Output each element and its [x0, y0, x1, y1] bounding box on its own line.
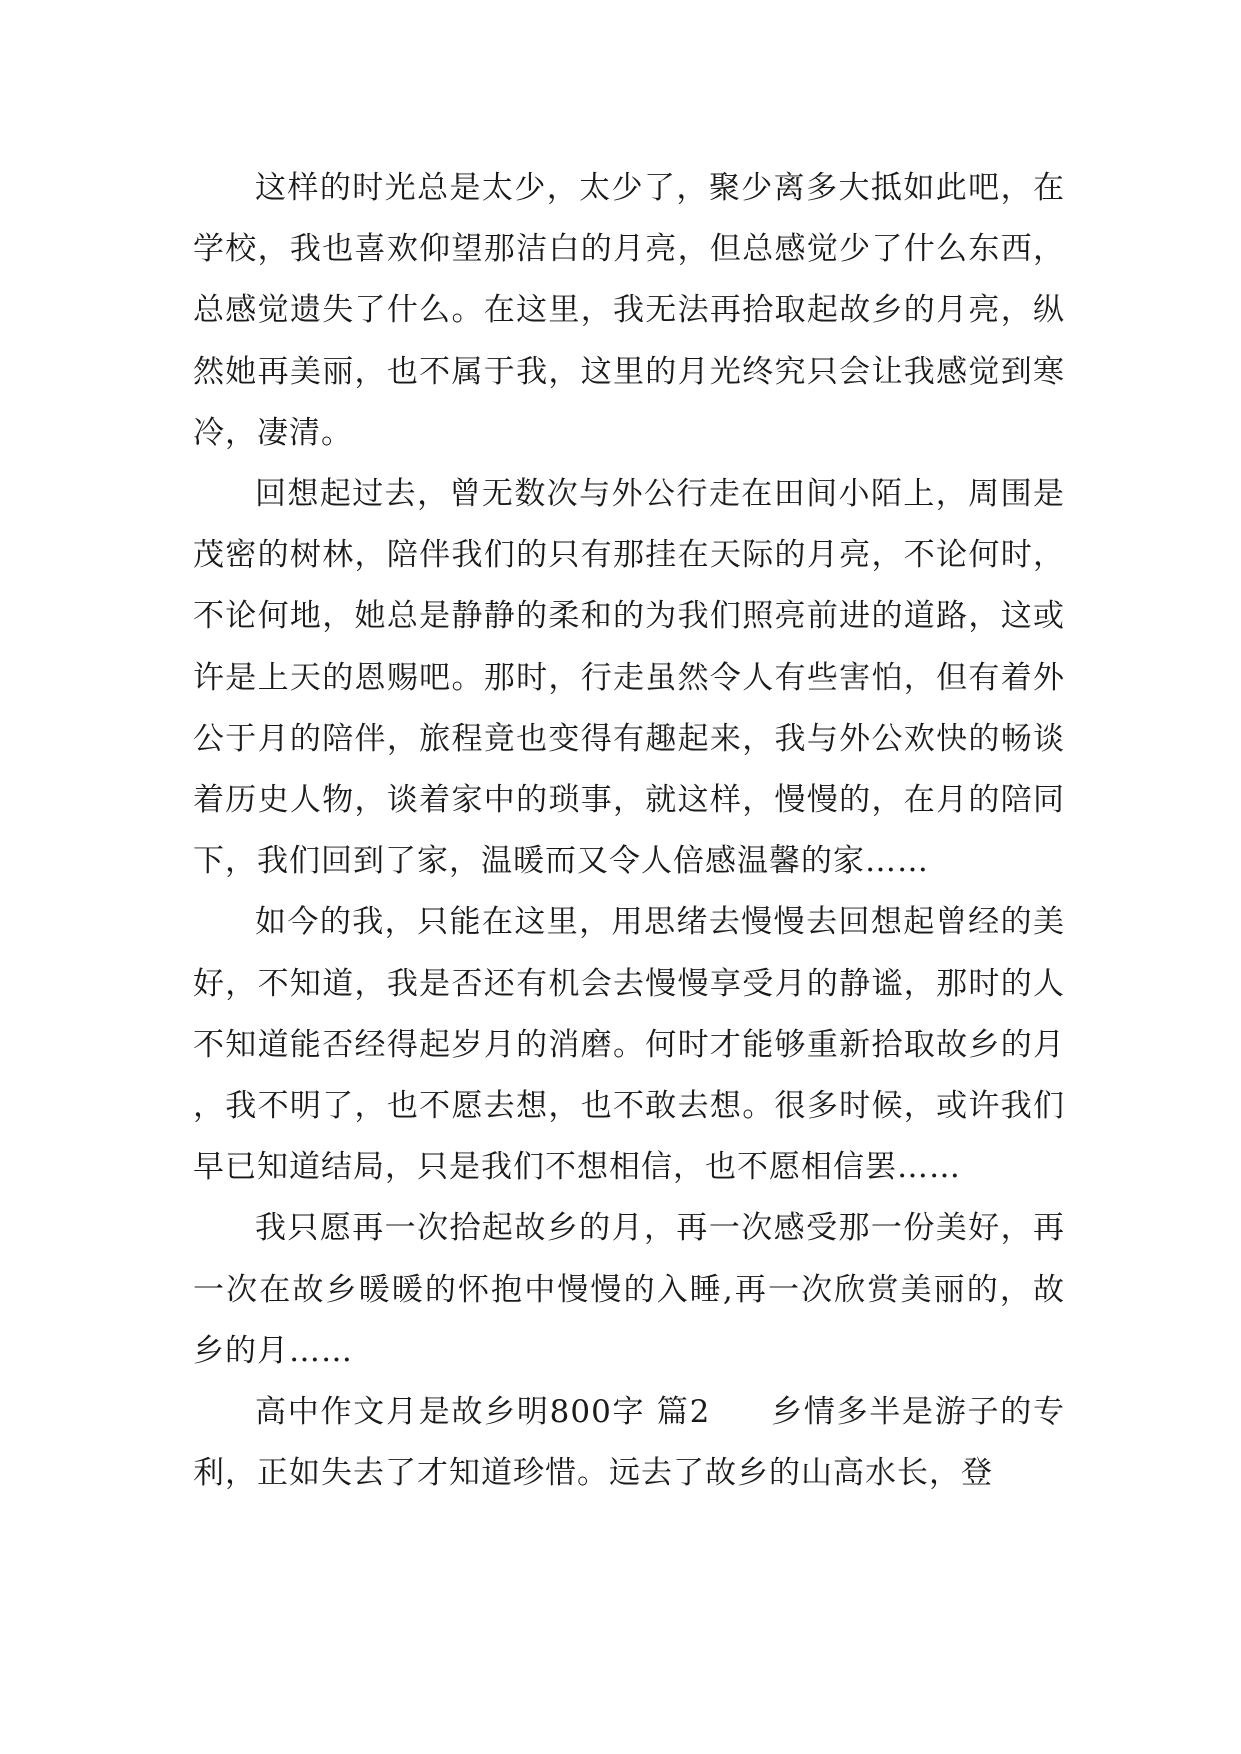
paragraph-2: 回想起过去，曾无数次与外公行走在田间小陌上，周围是茂密的树林，陪伴我们的只有那挂在天际的月亮，不论何时，不论何地，她总是静静的柔和的为我们照亮前进的道路，这或许是上天的恩赐吧。那时，行走虽然令人有些害怕，但有着外公于月的陪伴，旅程竟也变得有趣起来，我与外公欢快的畅谈着历史人物，谈着家中的琐事，就这样，慢慢的，在月的陪同下，我们回到了家，温暖而又令人倍感温馨的家…… — [193, 476, 1065, 880]
paragraph-1: 这样的时光总是太少，太少了，聚少离多大抵如此吧，在学校，我也喜欢仰望那洁白的月亮，但总感觉少了什么东西，总感觉遗失了什么。在这里，我无法再拾取起故乡的月亮，纵然她再美丽，也不属于我，这里的月光终究只会让我感觉到寒冷，凄清。 — [193, 170, 1065, 451]
paragraph-3: 如今的我，只能在这里，用思绪去慢慢去回想起曾经的美好，不知道，我是否还有机会去慢慢享受月的静谧，那时的人不知道能否经得起岁月的消磨。何时才能够重新拾取故乡的月，我不明了，也不愿去想，也不敢去想。很多时候，或许我们早已知道结局，只是我们不想相信，也不愿相信罢…… — [193, 904, 1065, 1186]
section-text: 乡情多半是游子的专利，正如失去了才知道珍惜。远去了故乡的山高水长，登 — [193, 1394, 1065, 1492]
section-paragraph — [193, 1382, 1065, 1504]
paragraph-4: 我只愿再一次拾起故乡的月，再一次感受那一份美好，再一次在故乡暖暖的怀抱中慢慢的入睡,再一次欣赏美丽的，故乡的月…… — [193, 1210, 1065, 1369]
section-title: 高中作文月是故乡明800字 — [255, 1394, 646, 1431]
document-body — [193, 158, 1065, 1504]
section-label: 篇2 — [656, 1394, 711, 1431]
